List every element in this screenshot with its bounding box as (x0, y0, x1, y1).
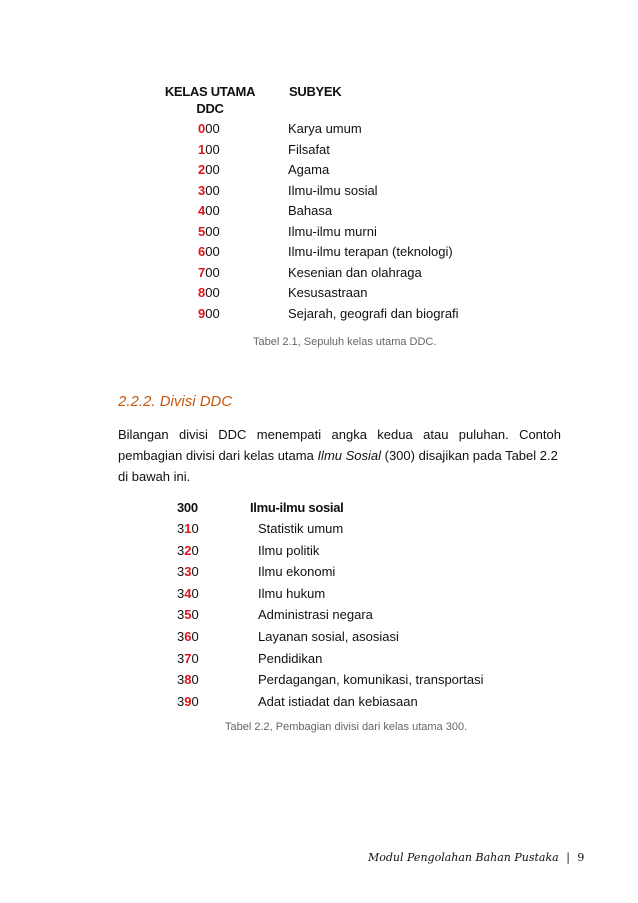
division-digit-first: 3 (177, 629, 185, 644)
table2-division-number (177, 521, 199, 536)
division-digit-last: 0 (191, 542, 199, 558)
table1-class-number (198, 244, 220, 259)
table1-class-number (198, 162, 220, 177)
table1-header-class-line1: KELAS UTAMA (164, 84, 256, 99)
class-digit-rest: 00 (205, 121, 220, 136)
class-digit-rest: 00 (205, 162, 220, 177)
division-digit-highlight: 9 (184, 693, 192, 709)
paragraph-line-2-pre: pembagian divisi dari kelas utama (118, 448, 318, 463)
division-digit-highlight: 8 (184, 672, 192, 688)
division-digit-highlight: 2 (184, 542, 192, 558)
table2-subject: Perdagangan, komunikasi, transportasi (258, 672, 484, 688)
table1-subject: Bahasa (288, 203, 333, 218)
division-digit-last: 0 (191, 650, 199, 666)
footer-page-number: 9 (577, 851, 585, 864)
class-digit-rest: 00 (205, 141, 220, 157)
class-digit-highlight: 1 (198, 141, 206, 157)
table1-header-class (162, 84, 258, 116)
paragraph-emphasis: Ilmu Sosial (317, 448, 382, 463)
table1-subject: Sejarah, geografi dan biografi (288, 305, 459, 321)
division-digit-first: 3 (177, 564, 185, 580)
division-digit-last: 0 (191, 564, 199, 580)
division-digit-first: 3 (177, 693, 185, 709)
table2-subject: Ilmu hukum (258, 585, 326, 601)
footer-separator: | (566, 851, 570, 864)
table2-division-number (177, 694, 199, 709)
table2-subject: Ilmu politik (258, 542, 320, 558)
table2-division-number (177, 629, 199, 644)
table1-subject: Ilmu-ilmu terapan (teknologi) (288, 244, 453, 259)
class-digit-highlight: 7 (198, 264, 206, 280)
class-digit-rest: 00 (205, 203, 220, 218)
class-digit-rest: 00 (205, 285, 220, 300)
division-digit-first: 3 (177, 672, 185, 688)
division-digit-last: 0 (191, 521, 199, 536)
division-digit-last: 0 (191, 672, 199, 688)
table1-class-number (198, 306, 220, 321)
class-digit-rest: 00 (205, 305, 220, 321)
table1-subject: Kesenian dan olahraga (288, 264, 422, 280)
division-digit-first: 3 (177, 521, 185, 536)
class-digit-highlight: 2 (198, 162, 206, 177)
class-digit-highlight: 0 (198, 121, 206, 136)
table2-subject: Layanan sosial, asosiasi (258, 629, 399, 644)
class-digit-highlight: 5 (198, 223, 206, 239)
table1-class-number (198, 285, 220, 300)
class-digit-highlight: 8 (198, 285, 206, 300)
paragraph-line-3: di bawah ini. (118, 469, 191, 484)
division-digit-highlight: 7 (184, 650, 192, 666)
table1-class-number (198, 265, 220, 280)
table1-subject: Filsafat (288, 141, 330, 157)
class-digit-rest: 00 (205, 223, 220, 239)
class-digit-highlight: 9 (198, 305, 206, 321)
class-digit-highlight: 4 (198, 203, 206, 218)
division-digit-last: 0 (191, 585, 199, 601)
table2-subject: Ilmu ekonomi (258, 564, 336, 580)
table1-subject: Ilmu-ilmu sosial (288, 182, 378, 198)
division-digit-highlight: 1 (184, 521, 192, 536)
table2-division-number (177, 672, 199, 687)
table1-caption: Tabel 2.1, Sepuluh kelas utama DDC. (253, 336, 437, 348)
division-digit-highlight: 5 (184, 607, 192, 623)
table2-subject: Statistik umum (258, 521, 344, 536)
page-footer (368, 851, 584, 864)
table1-class-number (198, 121, 220, 136)
division-digit-last: 0 (191, 607, 199, 623)
division-digit-last: 0 (191, 693, 199, 709)
table1-subject: Ilmu-ilmu murni (288, 223, 377, 239)
table2-subject: Adat istiadat dan kebiasaan (258, 693, 418, 709)
division-digit-first: 3 (177, 607, 185, 623)
table2-header-num: 300 (177, 500, 198, 515)
class-digit-rest: 00 (205, 264, 220, 280)
paragraph-line-2-post: (300) disajikan pada Tabel 2.2 (381, 448, 558, 463)
table2-subject: Pendidikan (258, 650, 323, 666)
table1-class-number (198, 203, 220, 218)
table1-subject: Karya umum (288, 121, 362, 136)
table1-class-number (198, 142, 220, 157)
division-digit-first: 3 (177, 542, 185, 558)
table1-header-class-line2: DDC (196, 101, 224, 116)
table1-class-number (198, 224, 220, 239)
section-title: 2.2.2. Divisi DDC (118, 393, 233, 410)
division-digit-highlight: 6 (184, 629, 192, 644)
class-digit-highlight: 3 (198, 182, 206, 198)
table1-subject: Kesusastraan (288, 285, 368, 300)
paragraph-line-1: Bilangan divisi DDC menempati angka kedua atau puluhan. Contoh (118, 427, 561, 442)
class-digit-highlight: 6 (198, 244, 206, 259)
table2-caption: Tabel 2.2, Pembagian divisi dari kelas utama 300. (225, 721, 468, 733)
table2-division-number (177, 564, 199, 579)
table2-division-number (177, 651, 199, 666)
division-digit-highlight: 3 (184, 564, 192, 580)
division-digit-last: 0 (191, 629, 199, 644)
class-digit-rest: 00 (205, 182, 220, 198)
table2-division-number (177, 607, 199, 622)
section-paragraph (118, 424, 561, 487)
class-digit-rest: 00 (205, 244, 220, 259)
paragraph-line-2 (118, 445, 561, 466)
division-digit-first: 3 (177, 650, 185, 666)
division-digit-first: 3 (177, 585, 185, 601)
table1-header-subject: SUBYEK (289, 84, 342, 99)
footer-text: Modul Pengolahan Bahan Pustaka (368, 851, 559, 864)
table2-header-subject: Ilmu-ilmu sosial (250, 500, 344, 515)
division-digit-highlight: 4 (184, 585, 192, 601)
table2-division-number (177, 586, 199, 601)
table2-division-number (177, 543, 199, 558)
table1-subject: Agama (288, 162, 330, 177)
table1-class-number (198, 183, 220, 198)
table2-subject: Administrasi negara (258, 607, 373, 623)
